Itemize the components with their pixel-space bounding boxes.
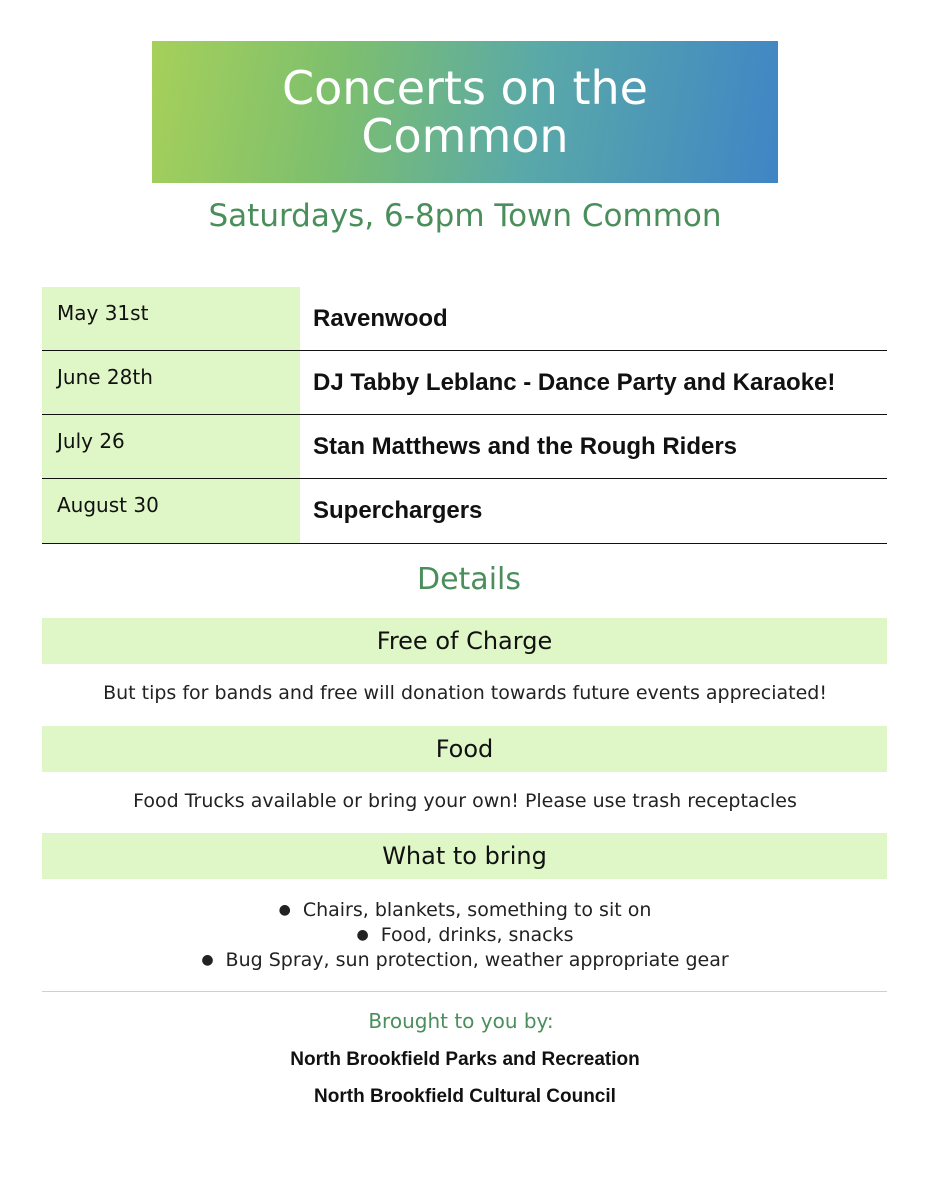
schedule-date: August 30 — [42, 479, 300, 543]
schedule-date: June 28th — [42, 351, 300, 414]
divider — [42, 991, 887, 992]
section-bar-what-to-bring — [42, 833, 887, 879]
section-bar-free-of-charge — [42, 618, 887, 664]
section-title: What to bring — [382, 842, 547, 870]
section-text: But tips for bands and free will donation towards future events appreciated! — [103, 682, 827, 704]
schedule-date: May 31st — [42, 287, 300, 350]
section-title: Free of Charge — [376, 627, 553, 655]
sponsor-name: North Brookfield Parks and Recreation — [290, 1049, 640, 1070]
schedule-row — [42, 287, 887, 351]
schedule-row — [42, 351, 887, 415]
list-item — [0, 898, 930, 923]
schedule-table — [42, 287, 887, 544]
schedule-band: Superchargers — [313, 497, 483, 524]
schedule-band: Stan Matthews and the Rough Riders — [313, 433, 738, 460]
bullet-icon: ● — [356, 927, 369, 943]
section-text: Food Trucks available or bring your own! Please use trash receptacles — [133, 790, 797, 812]
bring-list — [0, 898, 930, 973]
schedule-band: DJ Tabby Leblanc - Dance Party and Karaoke! — [313, 369, 836, 396]
schedule-row — [42, 415, 887, 479]
list-item-text: Food, drinks, snacks — [380, 924, 574, 946]
list-item-text: Chairs, blankets, something to sit on — [302, 899, 652, 921]
sponsors-heading: Brought to you by: — [368, 1009, 554, 1033]
bullet-icon: ● — [201, 952, 214, 968]
list-item — [0, 948, 930, 973]
list-item-text: Bug Spray, sun protection, weather appropriate gear — [225, 949, 729, 971]
event-subtitle: Saturdays, 6-8pm Town Common — [208, 198, 722, 234]
section-title: Food — [435, 735, 494, 763]
page-title: Concerts on the Common — [282, 61, 648, 163]
schedule-band: Ravenwood — [313, 305, 448, 332]
details-heading: Details — [416, 562, 521, 597]
sponsor-name: North Brookfield Cultural Council — [314, 1086, 616, 1107]
section-bar-food — [42, 726, 887, 772]
list-item — [0, 923, 930, 948]
schedule-row — [42, 479, 887, 544]
title-banner — [152, 41, 778, 183]
schedule-date: July 26 — [42, 415, 300, 478]
bullet-icon: ● — [278, 902, 291, 918]
